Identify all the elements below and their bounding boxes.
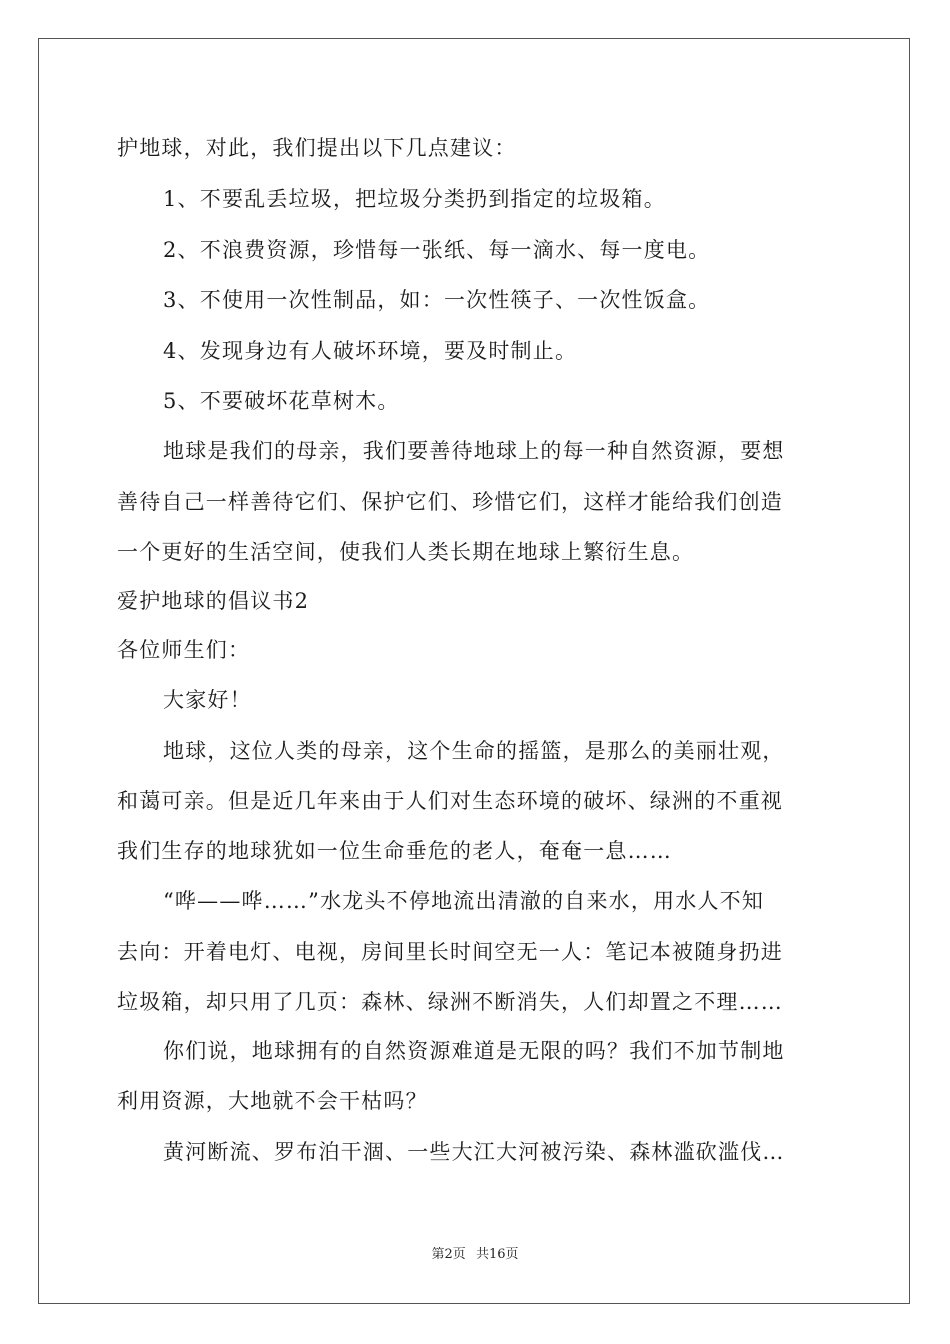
paragraph-line: 垃圾箱，却只用了几页：森林、绿洲不断消失，人们却置之不理…… [117, 990, 783, 1014]
page-number: 第2页 [431, 1247, 466, 1262]
paragraph-line: 地球是我们的母亲，我们要善待地球上的每一种自然资源，要想 [163, 439, 785, 463]
salutation: 各位师生们： [117, 638, 251, 662]
paragraph-line: 黄河断流、罗布泊干涸、一些大江大河被污染、森林滥砍滥伐… [163, 1140, 785, 1164]
suggestion-item-1: 1、不要乱丢垃圾，把垃圾分类扔到指定的垃圾箱。 [163, 187, 666, 211]
suggestion-item-5: 5、不要破坏花草树木。 [163, 389, 400, 413]
section-title: 爱护地球的倡议书2 [117, 589, 310, 613]
page-border [38, 38, 910, 1304]
page-total: 共16页 [475, 1247, 519, 1262]
paragraph-line: 善待自己一样善待它们、保护它们、珍惜它们，这样才能给我们创造 [117, 490, 783, 514]
paragraph-line: 我们生存的地球犹如一位生命垂危的老人，奄奄一息…… [117, 839, 672, 863]
paragraph-line: 护地球，对此，我们提出以下几点建议： [117, 136, 517, 160]
greeting: 大家好！ [163, 688, 252, 712]
paragraph-line: 你们说，地球拥有的自然资源难道是无限的吗？我们不加节制地 [163, 1039, 785, 1063]
suggestion-item-3: 3、不使用一次性制品，如：一次性筷子、一次性饭盒。 [163, 288, 711, 312]
suggestion-item-4: 4、发现身边有人破坏环境，要及时制止。 [163, 339, 578, 363]
paragraph-line: “哗——哗……”水龙头不停地流出清澈的自来水，用水人不知 [163, 889, 765, 913]
paragraph-line: 利用资源，大地就不会干枯吗？ [117, 1089, 428, 1113]
paragraph-line: 地球，这位人类的母亲，这个生命的摇篮，是那么的美丽壮观， [163, 739, 785, 763]
page-footer [0, 1246, 950, 1264]
suggestion-item-2: 2、不浪费资源，珍惜每一张纸、每一滴水、每一度电。 [163, 238, 711, 262]
paragraph-line: 去向：开着电灯、电视，房间里长时间空无一人：笔记本被随身扔进 [117, 940, 783, 964]
paragraph-line: 一个更好的生活空间，使我们人类长期在地球上繁衍生息。 [117, 540, 695, 564]
paragraph-line: 和蔼可亲。但是近几年来由于人们对生态环境的破坏、绿洲的不重视 [117, 789, 783, 813]
